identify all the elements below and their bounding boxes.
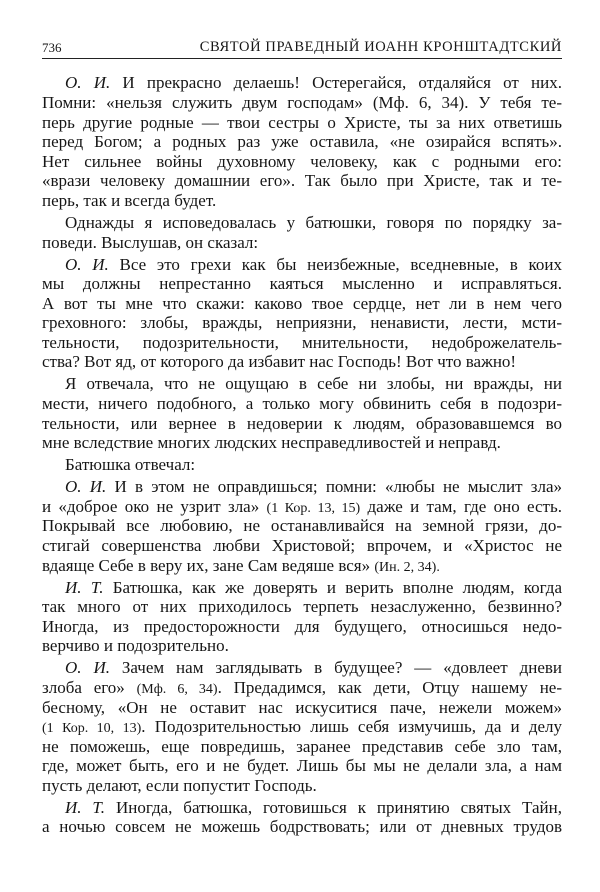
scripture-reference: (1 Кор. 10, 13) xyxy=(42,721,142,737)
text-line xyxy=(42,798,562,818)
text-line xyxy=(42,776,562,796)
text-line xyxy=(42,313,562,333)
text-segment: И в этом не оправдишься; помни: «любы не мыслит зла» xyxy=(106,477,562,497)
text-segment: Нет сильнее войны духовному человеку, как с родными его: xyxy=(42,151,562,171)
text-line xyxy=(42,213,562,233)
text-line xyxy=(42,497,562,517)
page-number: 736 xyxy=(42,40,62,55)
paragraph xyxy=(42,798,562,837)
text-segment: И прекрасно делаешь! Остерегайся, отдаляйся от них. xyxy=(110,73,562,93)
text-segment: «врази человеку домашнии его». Так было при Христе, так и те- xyxy=(42,171,562,191)
text-line xyxy=(42,756,562,776)
paragraph xyxy=(42,374,562,452)
text-segment: верчиво и подозрительно. xyxy=(42,636,229,656)
text-segment: стигай совершенства любви Христовой; впрочем, и «Христос не xyxy=(42,536,562,555)
text-line xyxy=(42,737,562,757)
text-line xyxy=(42,678,562,698)
text-segment: греховного: злобы, вражды, неприязни, ненависти, лести, мсти- xyxy=(42,313,562,333)
text-segment: Покрывай все любовию, не останавливайся на земной грязи, до- xyxy=(42,516,562,536)
text-segment: и «доброе око не узрит зла» xyxy=(42,496,267,516)
text-line xyxy=(42,717,562,737)
text-segment: бесному, «Он не оставит нас искуситися паче, нежели можем» xyxy=(42,697,562,717)
text-segment: даже и там, где оно есть. xyxy=(360,496,562,516)
text-line xyxy=(42,817,562,837)
paragraph xyxy=(42,213,562,252)
text-segment: . Предадимся, как дети, Отцу нашему не- xyxy=(217,677,563,697)
text-line xyxy=(42,191,562,211)
text-segment: злоба его» xyxy=(42,677,137,697)
text-segment: не поможешь, еще повредишь, заранее представив себе зло там, xyxy=(42,736,562,756)
paragraph xyxy=(42,658,562,795)
paragraph xyxy=(42,477,562,575)
speaker-label: О. И. xyxy=(65,477,107,497)
speaker-label: О. И. xyxy=(65,73,111,93)
text-line xyxy=(42,93,562,113)
paragraph xyxy=(42,73,562,210)
text-segment: Однажды я исповедовалась у батюшки, говоря по порядку за- xyxy=(65,212,562,232)
paragraph xyxy=(42,255,562,373)
speaker-label: И. Т. xyxy=(65,797,106,817)
text-line xyxy=(42,516,562,536)
speaker-label: О. И. xyxy=(65,254,109,274)
text-line xyxy=(42,617,562,637)
text-line xyxy=(42,477,562,497)
text-line xyxy=(42,636,562,656)
text-segment: Батюшка, как же доверять и верить вполне людям, когда xyxy=(103,577,562,597)
text-segment: Иногда, из предосторожности для будущего, относишься недо- xyxy=(42,616,562,636)
text-segment: ства? Вот яд, от которого да избавит нас Господь! Вот что важно! xyxy=(42,352,517,372)
text-segment: мы должны непрестанно каяться мысленно и исправляться. xyxy=(42,274,562,294)
text-line xyxy=(42,698,562,718)
text-segment: перед Богом; а родных раз уже оставила, «не озирайся вспять». xyxy=(42,132,562,152)
scripture-reference: (Мф. 6, 34) xyxy=(136,681,218,697)
speaker-label: И. Т. xyxy=(65,577,104,597)
text-line xyxy=(42,152,562,172)
text-line xyxy=(42,455,562,475)
text-line xyxy=(42,274,562,294)
text-segment: где, может быть, его и не будет. Лишь бы мы не делали зла, а нам xyxy=(42,756,562,776)
text-line xyxy=(42,374,562,394)
text-segment: Батюшка отвечал: xyxy=(65,455,196,475)
text-line xyxy=(42,536,562,556)
text-line xyxy=(42,255,562,275)
text-line xyxy=(42,597,562,617)
text-line xyxy=(42,113,562,133)
text-line xyxy=(42,556,562,576)
paragraph xyxy=(42,578,562,656)
running-header xyxy=(42,34,562,59)
text-line xyxy=(42,658,562,678)
text-segment: А вот ты мне что скажи: каково твое сердце, нет ли в нем чего xyxy=(42,293,562,313)
text-line xyxy=(42,171,562,191)
text-segment: пусть делают, если попустит Господь. xyxy=(42,775,317,795)
text-segment: мне вследствие многих людских несправедливостей и неправд. xyxy=(42,433,501,453)
text-line xyxy=(42,73,562,93)
text-line xyxy=(42,333,562,353)
text-line xyxy=(42,414,562,434)
paragraph xyxy=(42,455,562,475)
scripture-reference: (1 Кор. 13, 15) xyxy=(266,500,361,516)
text-segment: Все это грехи как бы неизбежные, вседневные, в коих xyxy=(108,254,562,274)
text-segment: а ночью совсем не можешь бодрствовать; или от дневных трудов xyxy=(42,817,562,837)
running-title: СВЯТОЙ ПРАВЕДНЫЙ ИОАНН КРОНШТАДТСКИЙ xyxy=(199,39,562,55)
text-segment: мести, ничего подобного, а только могу обвинить себя в подозри- xyxy=(42,394,562,414)
text-segment: Иногда, батюшка, готовишься к принятию святых Тайн, xyxy=(105,797,562,817)
scripture-reference: (Ин. 2, 34). xyxy=(374,559,440,575)
text-segment: перь другие родные — твои сестры о Христе, ты за них ответишь xyxy=(42,112,562,132)
text-segment: Я отвечала, что не ощущаю в себе ни злобы, ни вражды, ни xyxy=(65,374,562,394)
text-line xyxy=(42,233,562,253)
text-line xyxy=(42,394,562,414)
text-segment: Зачем нам заглядывать в будущее? — «довлеет дневи xyxy=(109,658,562,678)
text-line xyxy=(42,294,562,314)
text-segment: Помни: «нельзя служить двум господам» (Мф. 6, 34). У тебя те- xyxy=(42,92,562,112)
text-segment: тельности, или вернее в недоверии к людям, образовавшемся во xyxy=(42,413,562,433)
text-segment: . Подозрительностью лишь себя измучишь, да и делу xyxy=(141,717,563,737)
text-segment: тельности, подозрительности, мнительности, недоброжелатель- xyxy=(42,332,562,352)
text-line xyxy=(42,578,562,598)
text-segment: поведи. Выслушав, он сказал: xyxy=(42,232,259,252)
speaker-label: О. И. xyxy=(65,658,110,678)
text-line xyxy=(42,352,562,372)
text-line xyxy=(42,433,562,453)
text-segment: вдаяще Себе в веру их, зане Сам ведяше вся» xyxy=(42,555,375,575)
text-line xyxy=(42,132,562,152)
text-segment: так много от них приходилось терпеть незаслуженно, безвинно? xyxy=(42,597,562,617)
page-body xyxy=(42,71,562,837)
text-segment: перь, так и всегда будет. xyxy=(42,190,217,210)
